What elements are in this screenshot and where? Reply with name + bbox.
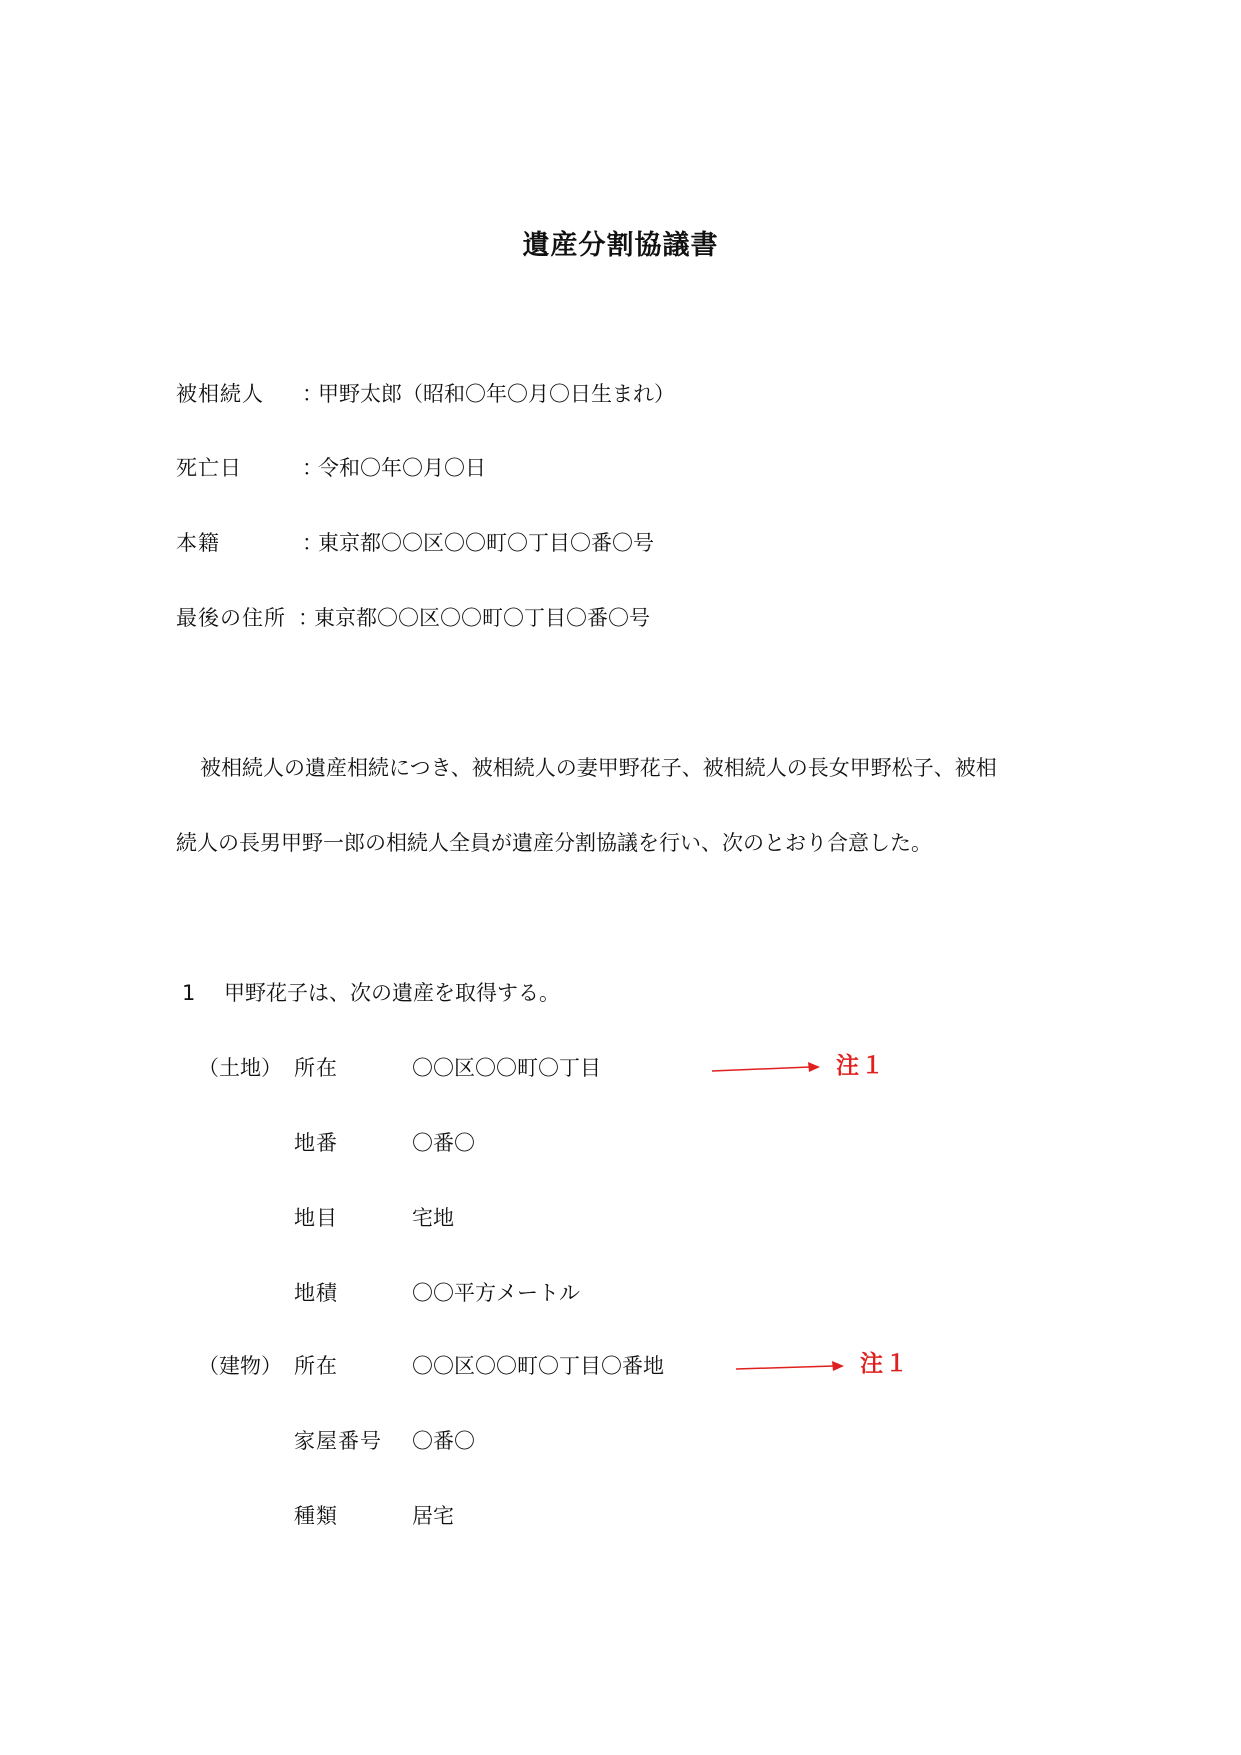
decedent-value: 甲野太郎（昭和〇年〇月〇日生まれ） — [318, 382, 675, 406]
land-lot-number-value: 〇番〇 — [412, 1131, 475, 1155]
building-location-label: 所在 — [294, 1354, 338, 1378]
note-1-building: 注１ — [860, 1351, 910, 1377]
decedent-label: 被相続人 — [176, 382, 264, 406]
land-lot-number-label: 地番 — [294, 1131, 338, 1155]
last-address-label: 最後の住所 — [176, 606, 286, 630]
building-heading: （建物） — [198, 1354, 282, 1378]
clause-1-text: 甲野花子は、次の遺産を取得する。 — [224, 981, 560, 1005]
death-date-sep: ： — [302, 456, 323, 480]
building-kind-value: 居宅 — [412, 1504, 454, 1528]
last-address-value: 東京都〇〇区〇〇町〇丁目〇番〇号 — [314, 606, 650, 630]
note-arrow-land — [712, 1058, 822, 1078]
building-kind-label: 種類 — [294, 1504, 338, 1528]
land-category-label: 地目 — [294, 1206, 338, 1230]
note-arrow-building — [736, 1356, 846, 1376]
land-area-label: 地積 — [294, 1281, 338, 1305]
domicile-value: 東京都〇〇区〇〇町〇丁目〇番〇号 — [318, 531, 654, 555]
land-location-value: 〇〇区〇〇町〇丁目 — [412, 1056, 601, 1080]
clause-1-number: 1 — [182, 981, 196, 1005]
land-area-value: 〇〇平方メートル — [412, 1281, 580, 1305]
land-category-value: 宅地 — [412, 1206, 454, 1230]
building-house-number-label: 家屋番号 — [294, 1429, 382, 1453]
note-1-land: 注１ — [836, 1053, 886, 1079]
decedent-sep: ： — [302, 382, 323, 406]
building-location-value: 〇〇区〇〇町〇丁目〇番地 — [412, 1354, 664, 1378]
land-heading: （土地） — [198, 1056, 282, 1080]
land-location-label: 所在 — [294, 1056, 338, 1080]
domicile-sep: ： — [302, 531, 323, 555]
intro-line-1: 被相続人の遺産相続につき、被相続人の妻甲野花子、被相続人の長女甲野松子、被相 — [200, 756, 997, 780]
domicile-label: 本籍 — [176, 531, 220, 555]
building-house-number-value: 〇番〇 — [412, 1429, 475, 1453]
intro-line-2: 続人の長男甲野一郎の相続人全員が遺産分割協議を行い、次のとおり合意した。 — [176, 831, 932, 855]
last-address-sep: ： — [298, 606, 319, 630]
document-title: 遺産分割協議書 — [522, 230, 719, 261]
death-date-value: 令和〇年〇月〇日 — [318, 456, 486, 480]
death-date-label: 死亡日 — [176, 456, 242, 480]
